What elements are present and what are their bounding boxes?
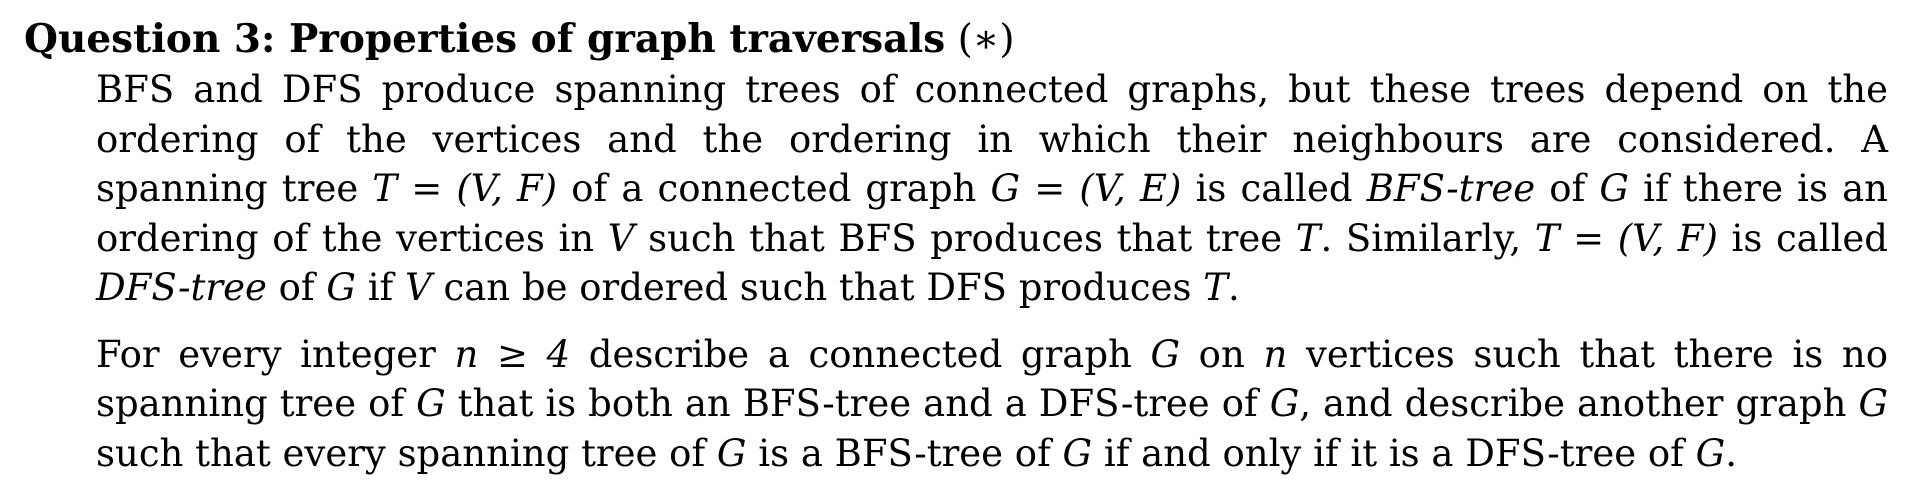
text-segment: on xyxy=(1180,332,1264,376)
math-expression: T = (V, F) xyxy=(372,167,558,210)
math-expression: G xyxy=(1269,382,1300,425)
math-expression: G xyxy=(1858,382,1889,425)
text-segment: . Similarly, xyxy=(1320,216,1535,260)
text-segment: . xyxy=(1227,266,1240,309)
math-expression: G = (V, E) xyxy=(990,167,1182,210)
text-segment: such that every spanning tree of xyxy=(96,431,717,475)
math-expression: G xyxy=(1062,431,1093,475)
math-expression: T = (V, F) xyxy=(1534,216,1718,260)
text-segment: if there is an ordering of the vertices in xyxy=(96,167,1888,260)
math-expression: G xyxy=(326,266,356,309)
text-segment: describe a connected graph xyxy=(570,332,1151,376)
text-segment: can be ordered such that DFS produces xyxy=(431,266,1204,309)
math-expression: G xyxy=(1695,431,1726,475)
text-segment: is called xyxy=(1181,167,1367,210)
paragraph-task xyxy=(96,330,1888,479)
text-segment: is a BFS-tree of xyxy=(746,431,1063,475)
question-title: Question 3: Properties of graph traversals xyxy=(24,16,946,62)
question-body xyxy=(96,65,1888,478)
term-bfs-tree: BFS-tree xyxy=(1366,167,1536,210)
math-expression: V xyxy=(607,216,635,260)
text-segment: , and describe another graph xyxy=(1299,382,1859,425)
math-expression: G xyxy=(716,431,747,475)
text-segment: that is both an BFS-tree and a DFS-tree of xyxy=(445,382,1270,425)
math-expression: T xyxy=(1295,216,1321,260)
term-dfs-tree: DFS-tree xyxy=(96,266,267,309)
text-segment: vertices such that there is no spanning tree of xyxy=(96,332,1888,425)
math-expression: V xyxy=(405,266,432,309)
text-segment: if and only if it is a DFS-tree of xyxy=(1092,431,1696,475)
difficulty-marker: (∗) xyxy=(957,17,1015,62)
math-expression: G xyxy=(1150,332,1181,376)
text-segment: . xyxy=(1725,431,1737,475)
math-expression: n xyxy=(1263,332,1288,376)
text-segment: of xyxy=(1535,167,1600,210)
text-segment: of a connected graph xyxy=(557,167,991,210)
math-expression: T xyxy=(1203,266,1228,309)
math-expression: G xyxy=(1599,167,1629,210)
question-heading xyxy=(24,14,1888,65)
text-segment: For every integer xyxy=(96,332,455,376)
math-expression: n ≥ 4 xyxy=(454,332,571,376)
text-segment: of xyxy=(266,266,327,309)
text-segment: such that BFS produces that tree xyxy=(634,216,1296,260)
text-segment: BFS and DFS produce spanning trees of connected graphs, but these trees depend on the ordering of the vertices and the ordering in which their neighbours are considered. A spanning tree xyxy=(96,68,1888,210)
paragraph-definitions xyxy=(96,65,1888,313)
text-segment: if xyxy=(355,266,406,309)
text-segment: is called xyxy=(1717,216,1888,260)
math-expression: G xyxy=(416,382,446,425)
